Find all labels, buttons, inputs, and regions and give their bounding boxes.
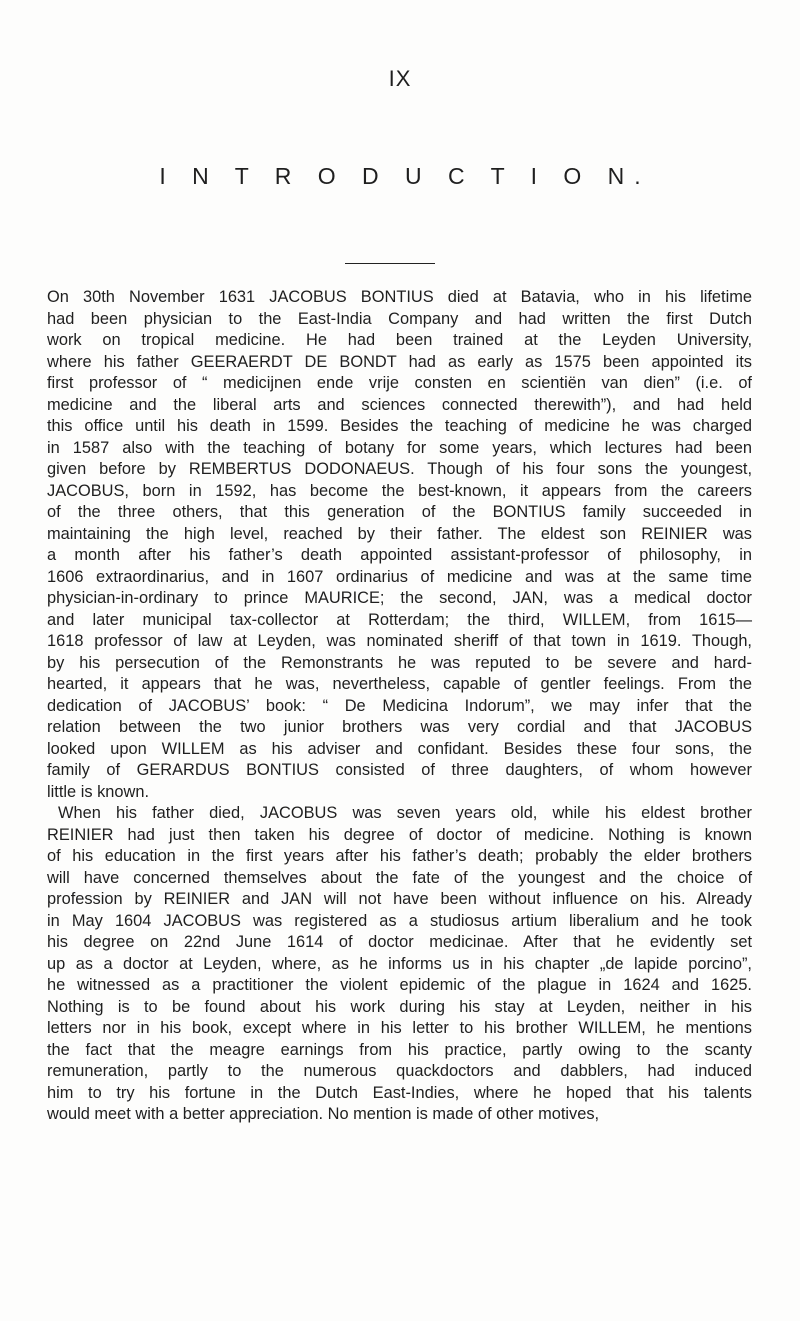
- text-line: up as a doctor at Leyden, where, as he informs us in his chapter „de lapide porcino”,: [47, 954, 752, 973]
- text-line: of the three others, that this generation of the BONTIUS family succeeded in: [47, 503, 752, 521]
- paragraph-2: [47, 803, 752, 1126]
- text-line: him to try his fortune in the Dutch East-Indies, where he hoped that his talents: [47, 1083, 752, 1102]
- text-line: medicine and the liberal arts and sciences connected therewith”), and had held: [47, 395, 752, 414]
- text-line: would meet with a better appreciation. No mention is made of other motives,: [47, 1105, 600, 1123]
- text-line: letters nor in his book, except where in his letter to his brother WILLEM, he mentions: [47, 1019, 752, 1037]
- body-text: [47, 287, 752, 1126]
- text-line: by his persecution of the Remonstrants he was reputed to be severe and hard-: [47, 653, 752, 672]
- text-line: profession by REINIER and JAN will not have been without influence on his. Already: [47, 890, 752, 908]
- text-line: the fact that the meagre earnings from his practice, partly owing to the scanty: [47, 1040, 752, 1059]
- text-line: in May 1604 JACOBUS was registered as a studiosus artium liberalium and he took: [47, 911, 752, 930]
- text-line: 1618 professor of law at Leyden, was nominated sheriff of that town in 1619. Though,: [47, 632, 752, 650]
- chapter-heading: I N T R O D U C T I O N.: [159, 163, 651, 189]
- text-line: family of GERARDUS BONTIUS consisted of three daughters, of whom however: [47, 761, 752, 779]
- text-line: work on tropical medicine. He had been trained at the Leyden University,: [47, 331, 752, 349]
- text-line: in 1587 also with the teaching of botany for some years, which lectures had been: [47, 438, 752, 457]
- text-line: had been physician to the East-India Company and had written the first Dutch: [47, 309, 752, 328]
- text-line: hearted, it appears that he was, nevertheless, capable of gentler feelings. From the: [47, 675, 752, 693]
- text-line: 1606 extraordinarius, and in 1607 ordinarius of medicine and was at the same time: [47, 567, 752, 586]
- text-line: Nothing is to be found about his work during his stay at Leyden, neither in his: [47, 997, 752, 1016]
- text-line: first professor of “ medicijnen ende vrije consten en scientiën van dien” (i.e. of: [47, 374, 752, 392]
- page-number: IX: [388, 66, 412, 91]
- text-line: When his father died, JACOBUS was seven years old, while his eldest brother: [58, 804, 752, 822]
- text-line: of his education in the first years after his father’s death; probably the elder brothers: [47, 847, 752, 865]
- text-line: this office until his death in 1599. Besides the teaching of medicine he was charged: [47, 417, 752, 435]
- text-line: where his father GEERAERDT DE BONDT had as early as 1575 been appointed its: [47, 352, 752, 371]
- text-line: and later municipal tax-collector at Rotterdam; the third, WILLEM, from 1615—: [47, 610, 752, 629]
- heading-rule: [345, 263, 435, 264]
- text-line: he witnessed as a practitioner the violent epidemic of the plague in 1624 and 1625.: [47, 976, 752, 994]
- text-line: little is known.: [47, 782, 150, 801]
- paragraph-1: [47, 287, 752, 803]
- text-line: a month after his father’s death appointed assistant-professor of philosophy, in: [47, 546, 752, 564]
- text-line: remuneration, partly to the numerous quackdoctors and dabblers, had induced: [47, 1062, 752, 1080]
- text-line: his degree on 22nd June 1614 of doctor medicinae. After that he evidently set: [47, 933, 752, 951]
- text-line: will have concerned themselves about the fate of the youngest and the choice of: [47, 868, 752, 887]
- text-line: looked upon WILLEM as his adviser and confidant. Besides these four sons, the: [47, 739, 752, 758]
- text-line: given before by REMBERTUS DODONAEUS. Though of his four sons the youngest,: [47, 460, 752, 478]
- text-line: On 30th November 1631 JACOBUS BONTIUS died at Batavia, who in his lifetime: [47, 288, 752, 306]
- text-line: maintaining the high level, reached by their father. The eldest son REINIER was: [47, 524, 752, 543]
- text-line: physician-in-ordinary to prince MAURICE; the second, JAN, was a medical doctor: [47, 589, 752, 607]
- text-line: JACOBUS, born in 1592, has become the best-known, it appears from the careers: [47, 481, 752, 500]
- text-line: dedication of JACOBUS’ book: “ De Medicina Indorum”, we may infer that the: [47, 696, 752, 715]
- text-line: relation between the two junior brothers was very cordial and that JACOBUS: [47, 718, 752, 736]
- text-line: REINIER had just then taken his degree of doctor of medicine. Nothing is known: [47, 825, 752, 844]
